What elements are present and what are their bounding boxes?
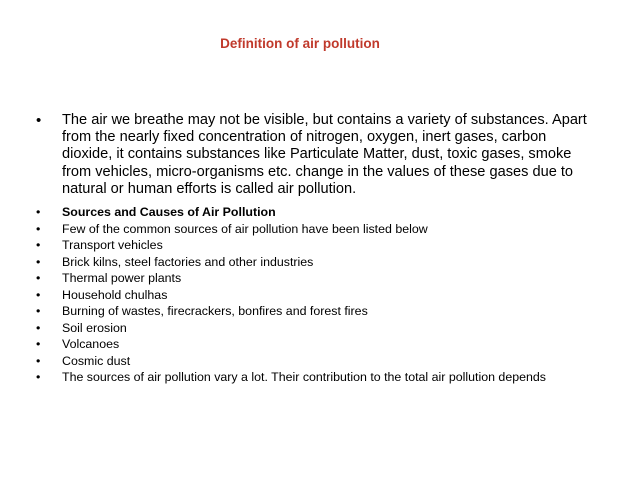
bullet-icon: • (36, 287, 41, 302)
list-item-text: Transport vehicles (62, 238, 163, 253)
bullet-icon: • (36, 353, 41, 368)
bullet-icon: • (36, 320, 41, 335)
intro-bullet (36, 112, 600, 198)
list-item-text: The sources of air pollution vary a lot. Their contribution to the total air pollution depends (62, 370, 546, 385)
list-item-text: Burning of wastes, firecrackers, bonfires and forest fires (62, 304, 368, 319)
list-item (36, 270, 616, 287)
sources-list (36, 204, 616, 386)
list-item (36, 204, 616, 221)
list-item (36, 303, 616, 320)
list-item (36, 287, 616, 304)
bullet-icon: • (36, 254, 41, 269)
list-item-text: Volcanoes (62, 337, 120, 352)
list-item (36, 369, 616, 386)
bullet-icon: • (36, 304, 41, 319)
bullet-icon: • (36, 238, 41, 253)
bullet-icon: • (36, 271, 41, 286)
list-item-text: Household chulhas (62, 287, 168, 302)
bullet-icon: • (36, 221, 41, 236)
list-item (36, 353, 616, 370)
list-item-text: Thermal power plants (62, 271, 182, 286)
list-item (36, 320, 616, 337)
list-item-text: Soil erosion (62, 320, 127, 335)
bullet-icon: • (36, 370, 41, 385)
list-item (36, 336, 616, 353)
bullet-icon: • (36, 337, 41, 352)
list-item (36, 237, 616, 254)
slide-title: Definition of air pollution (220, 36, 380, 51)
bullet-icon: • (36, 112, 42, 129)
list-item-text: Few of the common sources of air pollution have been listed below (62, 221, 428, 236)
list-item (36, 254, 616, 271)
list-item-text: Cosmic dust (62, 353, 131, 368)
intro-text: The air we breathe may not be visible, but contains a variety of substances. Apart from the nearly fixed concentration of nitrogen, oxygen, inert gases, carbon dioxide, it contains substances like Particulate Matter, dust, toxic gases, smoke from vehicles, micro-organisms etc. change in the values of these gases due to natural or human efforts is called air pollution. (62, 112, 587, 197)
bullet-icon: • (36, 205, 41, 219)
list-item (36, 221, 616, 238)
list-item-text: Sources and Causes of Air Pollution (62, 205, 276, 219)
list-item-text: Brick kilns, steel factories and other industries (62, 254, 314, 269)
